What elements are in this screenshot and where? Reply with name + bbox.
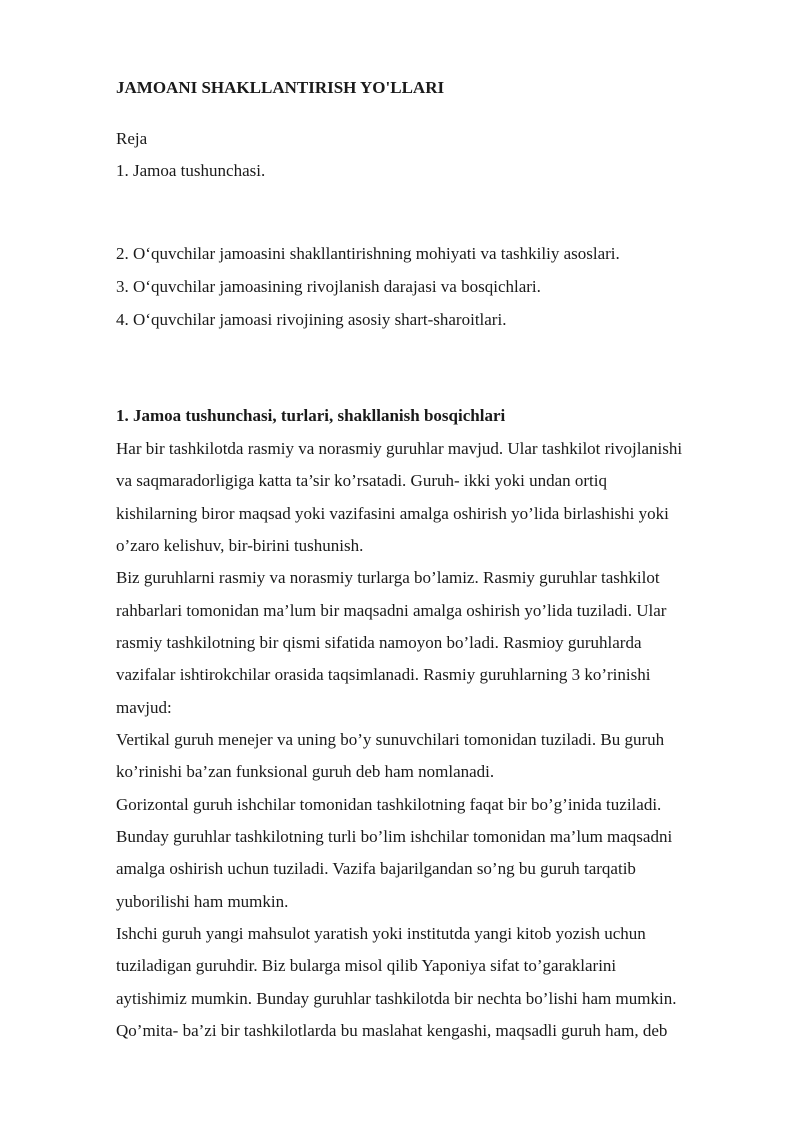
body-line: rasmiy tashkilotning bir qismi sifatida namoyon bo’ladi. Rasmioy guruhlarda	[116, 633, 642, 652]
body-line: o’zaro kelishuv, bir-birini tushunish.	[116, 536, 364, 555]
body-line: yuborilishi ham mumkin.	[116, 892, 289, 911]
body-line: rahbarlari tomonidan ma’lum bir maqsadni amalga oshirish yo’lida tuziladi. Ular	[116, 601, 667, 620]
body-line: tuziladigan guruhdir. Biz bularga misol qilib Yaponiya sifat to’garaklarini	[116, 956, 617, 975]
body-line: amalga oshirish uchun tuziladi. Vazifa bajarilgandan so’ng bu guruh tarqatib	[116, 859, 636, 878]
plan-item-3: 3. O‘quvchilar jamoasining rivojlanish darajasi va bosqichlari.	[116, 277, 541, 296]
plan-item-2: 2. O‘quvchilar jamoasini shakllantirishning mohiyati va tashkiliy asoslari.	[116, 244, 620, 263]
body-line: Har bir tashkilotda rasmiy va norasmiy guruhlar mavjud. Ular tashkilot rivojlanishi	[116, 439, 683, 458]
body-line: Gorizontal guruh ishchilar tomonidan tashkilotning faqat bir bo’g’inida tuziladi.	[116, 795, 662, 814]
body-line: Ishchi guruh yangi mahsulot yaratish yoki institutda yangi kitob yozish uchun	[116, 924, 646, 943]
plan-label: Reja	[116, 129, 148, 148]
body-line: kishilarning biror maqsad yoki vazifasini amalga oshirish yo’lida birlashishi yoki	[116, 504, 669, 523]
body-line: Biz guruhlarni rasmiy va norasmiy turlarga bo’lamiz. Rasmiy guruhlar tashkilot	[116, 568, 660, 587]
body-line: vazifalar ishtirokchilar orasida taqsimlanadi. Rasmiy guruhlarning 3 ko’rinishi	[116, 665, 651, 684]
body-line: aytishimiz mumkin. Bunday guruhlar tashkilotda bir nechta bo’lishi ham mumkin.	[116, 989, 677, 1008]
document-title: JAMOANI SHAKLLANTIRISH YO'LLARI	[116, 78, 445, 97]
body-line: mavjud:	[116, 698, 172, 717]
body-line: Vertikal guruh menejer va uning bo’y sunuvchilari tomonidan tuziladi. Bu guruh	[116, 730, 665, 749]
body-line: Bunday guruhlar tashkilotning turli bo’lim ishchilar tomonidan ma’lum maqsadni	[116, 827, 673, 846]
plan-item-1: 1. Jamoa tushunchasi.	[116, 161, 266, 180]
body-line: ko’rinishi ba’zan funksional guruh deb ham nomlanadi.	[116, 762, 495, 781]
body-line: Qo’mita- ba’zi bir tashkilotlarda bu maslahat kengashi, maqsadli guruh ham, deb	[116, 1021, 668, 1040]
section-heading: 1. Jamoa tushunchasi, turlari, shakllanish bosqichlari	[116, 406, 506, 425]
plan-item-4: 4. O‘quvchilar jamoasi rivojining asosiy shart-sharoitlari.	[116, 310, 507, 329]
body-line: va saqmaradorligiga katta ta’sir ko’rsatadi. Guruh- ikki yoki undan ortiq	[116, 471, 607, 490]
